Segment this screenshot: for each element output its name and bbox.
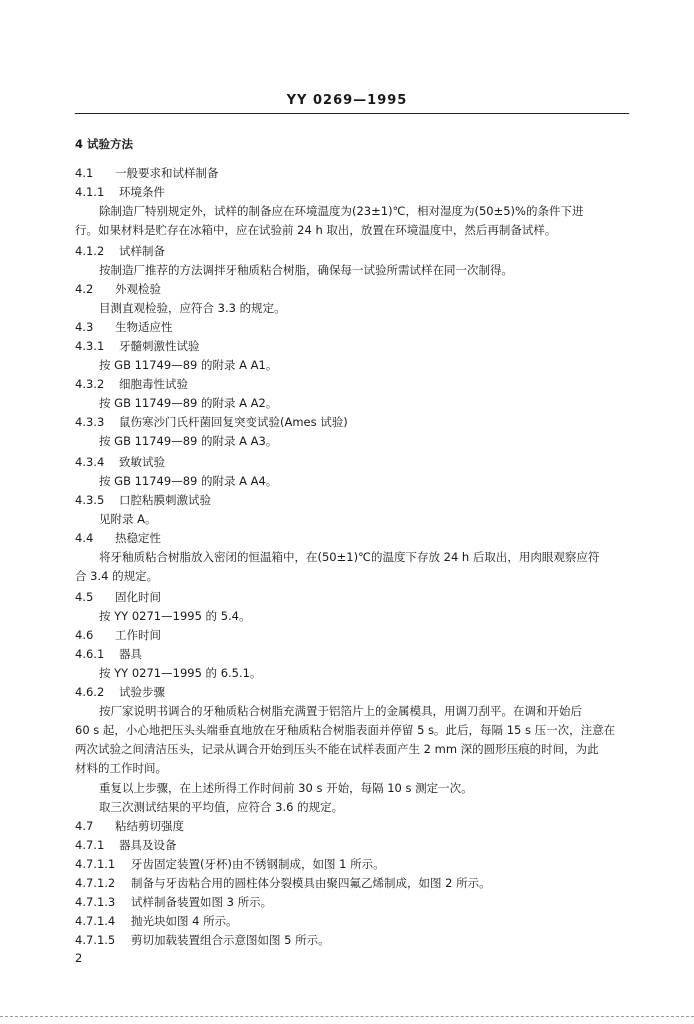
clause-number: 4.7.1.1 xyxy=(75,857,116,871)
clause-number: 4.6 xyxy=(75,628,94,642)
clause-number: 4.6.1 xyxy=(75,647,105,661)
clause-number: 4.1.1 xyxy=(75,185,105,199)
header-rule xyxy=(75,113,629,114)
clause-number: 4.3.1 xyxy=(75,339,105,353)
clause-title: 致敏试验 xyxy=(119,455,165,469)
clause-number: 4.7.1.5 xyxy=(75,933,116,947)
clause-heading xyxy=(75,818,184,835)
clause-title: 生物适应性 xyxy=(115,320,173,334)
scan-edge-rule xyxy=(0,1016,694,1018)
clause-item xyxy=(75,894,272,911)
paragraph-line: 材料的工作时间。 xyxy=(75,761,167,775)
clause-heading xyxy=(75,837,177,854)
clause-item xyxy=(75,932,330,949)
paragraph-line: 按 YY 0271—1995 的 5.4。 xyxy=(99,609,251,623)
clause-number: 4.3.5 xyxy=(75,493,105,507)
paragraph-line: 两次试验之间清洁压头，记录从调合开始到压头不能在试样表面产生 2 mm 深的圆形压痕的时间，为此 xyxy=(75,742,599,756)
paragraph-line: 目测直观检验，应符合 3.3 的规定。 xyxy=(99,301,286,315)
clause-heading xyxy=(75,454,165,471)
page-number: 2 xyxy=(75,951,83,965)
clause-heading xyxy=(75,281,161,298)
paragraph-line: 除制造厂特别规定外，试样的制备应在环境温度为(23±1)℃，相对湿度为(50±5)%的条件下进 xyxy=(99,204,584,218)
paragraph-line: 合 3.4 的规定。 xyxy=(75,569,159,583)
clause-title: 牙髓刺激性试验 xyxy=(119,339,200,353)
clause-title: 器具 xyxy=(119,647,142,661)
paragraph-line: 按 YY 0271—1995 的 6.5.1。 xyxy=(99,666,262,680)
clause-title: 工作时间 xyxy=(115,628,161,642)
clause-text: 剪切加载装置组合示意图如图 5 所示。 xyxy=(131,933,330,947)
clause-heading xyxy=(75,492,211,509)
paragraph-line: 按 GB 11749—89 的附录 A A2。 xyxy=(99,396,278,410)
clause-item xyxy=(75,913,238,930)
clause-title: 试样制备 xyxy=(119,244,165,258)
clause-title: 鼠伤寒沙门氏杆菌回复突变试验(Ames 试验) xyxy=(119,415,348,429)
clause-title: 细胞毒性试验 xyxy=(119,377,188,391)
clause-number: 4.7.1.3 xyxy=(75,895,116,909)
clause-title: 热稳定性 xyxy=(115,531,161,545)
clause-number: 4.1.2 xyxy=(75,244,105,258)
clause-heading xyxy=(75,627,161,644)
clause-number: 4.1 xyxy=(75,166,94,180)
clause-heading xyxy=(75,684,165,701)
clause-number: 4.7.1.4 xyxy=(75,914,116,928)
paragraph-line: 取三次测试结果的平均值，应符合 3.6 的规定。 xyxy=(99,800,344,814)
clause-number: 4.3.4 xyxy=(75,455,105,469)
clause-title: 粘结剪切强度 xyxy=(115,819,184,833)
page-header-title: YY 0269—1995 xyxy=(286,93,408,108)
clause-text: 牙齿固定装置(牙杯)由不锈钢制成，如图 1 所示。 xyxy=(131,857,385,871)
clause-text: 制备与牙齿粘合用的圆柱体分裂模具由聚四氟乙烯制成，如图 2 所示。 xyxy=(131,876,491,890)
clause-heading xyxy=(75,414,348,431)
paragraph-line: 行。如果材料是贮存在冰箱中，应在试验前 24 h 取出，放置在环境温度中，然后再制备试样。 xyxy=(75,223,557,237)
clause-title: 口腔粘膜刺激试验 xyxy=(119,493,211,507)
clause-item xyxy=(75,856,385,873)
paragraph-line: 按制造厂推荐的方法调拌牙釉质粘合树脂，确保每一试验所需试样在同一次制得。 xyxy=(99,263,513,277)
clause-text: 抛光块如图 4 所示。 xyxy=(131,914,238,928)
clause-title: 试验步骤 xyxy=(119,685,165,699)
paragraph-line: 将牙釉质粘合树脂放入密闭的恒温箱中，在(50±1)℃的温度下存放 24 h 后取出，用肉眼观察应符 xyxy=(99,550,600,564)
clause-heading xyxy=(75,338,200,355)
clause-item xyxy=(75,875,491,892)
paragraph-line: 按 GB 11749—89 的附录 A A4。 xyxy=(99,474,278,488)
clause-title: 固化时间 xyxy=(115,590,161,604)
clause-title: 环境条件 xyxy=(119,185,165,199)
clause-text: 试样制备装置如图 3 所示。 xyxy=(131,895,273,909)
paragraph-line: 重复以上步骤，在上述所得工作时间前 30 s 开始，每隔 10 s 测定一次。 xyxy=(99,781,473,795)
clause-number: 4.3.2 xyxy=(75,377,105,391)
paragraph-line: 60 s 起，小心地把压头头端垂直地放在牙釉质粘合树脂表面并停留 5 s。此后，每隔 15 s 压一次，注意在 xyxy=(75,723,616,737)
clause-heading xyxy=(75,319,173,336)
clause-number: 4.4 xyxy=(75,531,94,545)
clause-number: 4.5 xyxy=(75,590,94,604)
paragraph-line: 按 GB 11749—89 的附录 A A3。 xyxy=(99,434,278,448)
clause-title: 一般要求和试样制备 xyxy=(115,166,219,180)
clause-number: 4.3.3 xyxy=(75,415,105,429)
clause-heading xyxy=(75,184,165,201)
clause-number: 4.7.1.2 xyxy=(75,876,116,890)
paragraph-line: 见附录 A。 xyxy=(99,512,157,526)
clause-heading xyxy=(75,530,161,547)
clause-number: 4.2 xyxy=(75,282,94,296)
clause-number: 4.3 xyxy=(75,320,94,334)
paragraph-line: 按 GB 11749—89 的附录 A A1。 xyxy=(99,358,278,372)
clause-heading xyxy=(75,376,188,393)
clause-heading xyxy=(75,589,161,606)
clause-number: 4.7.1 xyxy=(75,838,105,852)
clause-heading xyxy=(75,165,219,182)
clause-heading xyxy=(75,646,142,663)
clause-title: 器具及设备 xyxy=(119,838,177,852)
clause-title: 外观检验 xyxy=(115,282,161,296)
section-heading: 4 试验方法 xyxy=(75,137,134,151)
clause-number: 4.7 xyxy=(75,819,94,833)
paragraph-line: 按厂家说明书调合的牙釉质粘合树脂充满置于铝箔片上的金属模具，用调刀刮平。在调和开始后 xyxy=(99,704,582,718)
clause-heading xyxy=(75,243,165,260)
clause-number: 4.6.2 xyxy=(75,685,105,699)
